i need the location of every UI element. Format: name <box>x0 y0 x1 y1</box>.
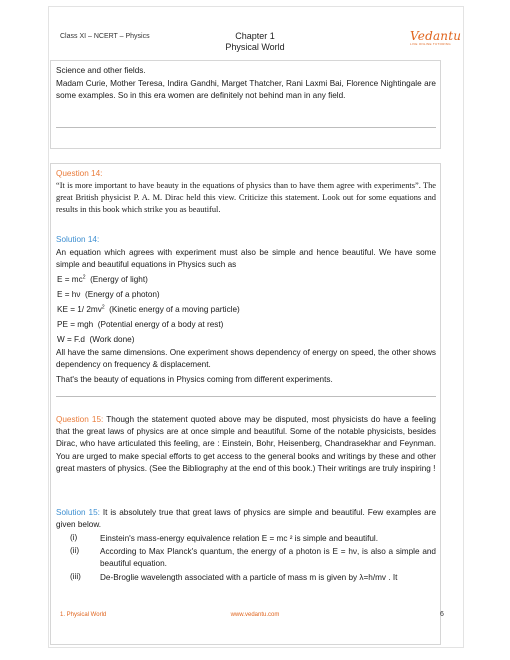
divider <box>56 396 436 397</box>
page-number: 6 <box>440 611 444 618</box>
solution-14-dimensions: All have the same dimensions. One experiment shows dependency of energy on speed, the other shows dependency on frequency & displacement. <box>56 348 436 370</box>
vedantu-logo <box>410 29 460 47</box>
solution-14-closing: That's the beauty of equations in Physics coming from different experiments. <box>56 375 333 384</box>
solution-15-label: Solution 15: <box>56 508 100 517</box>
header-chapter <box>180 31 330 53</box>
equation-work-done <box>57 334 134 346</box>
eq3-formula: KE = 1/ 2mv <box>57 305 102 314</box>
equation-energy-of-light <box>57 274 148 286</box>
eq1-formula: E = mc <box>57 275 83 284</box>
solution-14-intro: An equation which agrees with experiment must also be simple and hence beautiful. We have some simple and beautiful equations in Physics such as <box>56 248 436 270</box>
eq5-description: (Work done) <box>89 335 135 344</box>
logo-text: Vedantu <box>410 29 462 43</box>
eq4-formula: PE = mgh <box>57 320 94 329</box>
question-15 <box>56 414 436 475</box>
question-15-label: Question 15: <box>56 415 104 424</box>
eq2-description: (Energy of a photon) <box>85 290 160 299</box>
eq1-exponent: 2 <box>82 274 86 281</box>
list-item: According to Max Planck's quantum, the energy of a photon is E = hν, is also a simple and beautiful equation. <box>100 547 436 569</box>
equation-potential-energy <box>57 319 223 331</box>
chapter-title: Physical World <box>225 42 285 52</box>
equation-energy-of-photon <box>57 289 160 301</box>
header-class-label: Class XI – NCERT – Physics <box>60 33 150 40</box>
eq1-description: (Energy of light) <box>90 275 148 284</box>
list-item-number: (iii) <box>70 572 81 581</box>
solution-14-label: Solution 14: <box>56 235 100 244</box>
logo-subtext: LIVE ONLINE TUTORING <box>410 42 451 46</box>
footer-website-link[interactable]: www.vedantu.com <box>230 612 280 618</box>
solution-15 <box>56 507 436 531</box>
question-14-text: “It is more important to have beauty in the equations of physics than to have them agree with experiments”. The great British physicist P. A. M. Dirac held this view. Criticize this statement. Look out for some equations and results in this book which strike you as beautiful. <box>56 181 436 215</box>
solution-15-text: It is absolutely true that great laws of physics are simple and beautiful. Few examples are given below. <box>56 508 436 530</box>
question-15-text: Though the statement quoted above may be disputed, most physicists do have a feeling that the great laws of physics are at once simple and beautiful. Some of the notable physicists, besides Dirac, who have articulated this feeling, are : Einstein, Bohr, Heisenberg, Chandrasekhar and Feynman. You are urged to make special efforts to get access to the general books and writings by these and other great masters of physics. (See the Bibliography at the end of this book.) Their writings are truly inspiring ! <box>56 415 436 473</box>
block1-line1: Science and other fields. <box>56 66 146 75</box>
list-item-number: (ii) <box>70 546 80 555</box>
list-item: Einstein's mass-energy equivalence relation E = mc ² is simple and beautiful. <box>100 534 379 543</box>
eq4-description: (Potential energy of a body at rest) <box>97 320 224 329</box>
eq2-formula: E = hν <box>57 290 81 299</box>
question-14-label: Question 14: <box>56 169 103 178</box>
list-item-number: (i) <box>70 533 78 542</box>
eq5-formula: W = F.d <box>57 335 85 344</box>
eq3-exponent: 2 <box>101 304 105 311</box>
chapter-number: Chapter 1 <box>235 31 275 41</box>
block1-paragraph: Madam Curie, Mother Teresa, Indira Gandhi, Marget Thatcher, Rani Laxmi Bai, Florence Nightingale are some examples. So in this era women are definitely not behind man in any field. <box>56 79 436 101</box>
equation-kinetic-energy <box>57 304 240 316</box>
list-item: De-Broglie wavelength associated with a particle of mass m is given by λ=h/mv . It <box>100 573 398 582</box>
eq3-description: (Kinetic energy of a moving particle) <box>109 305 240 314</box>
footer-chapter: 1. Physical World <box>60 612 107 618</box>
divider <box>56 127 436 128</box>
